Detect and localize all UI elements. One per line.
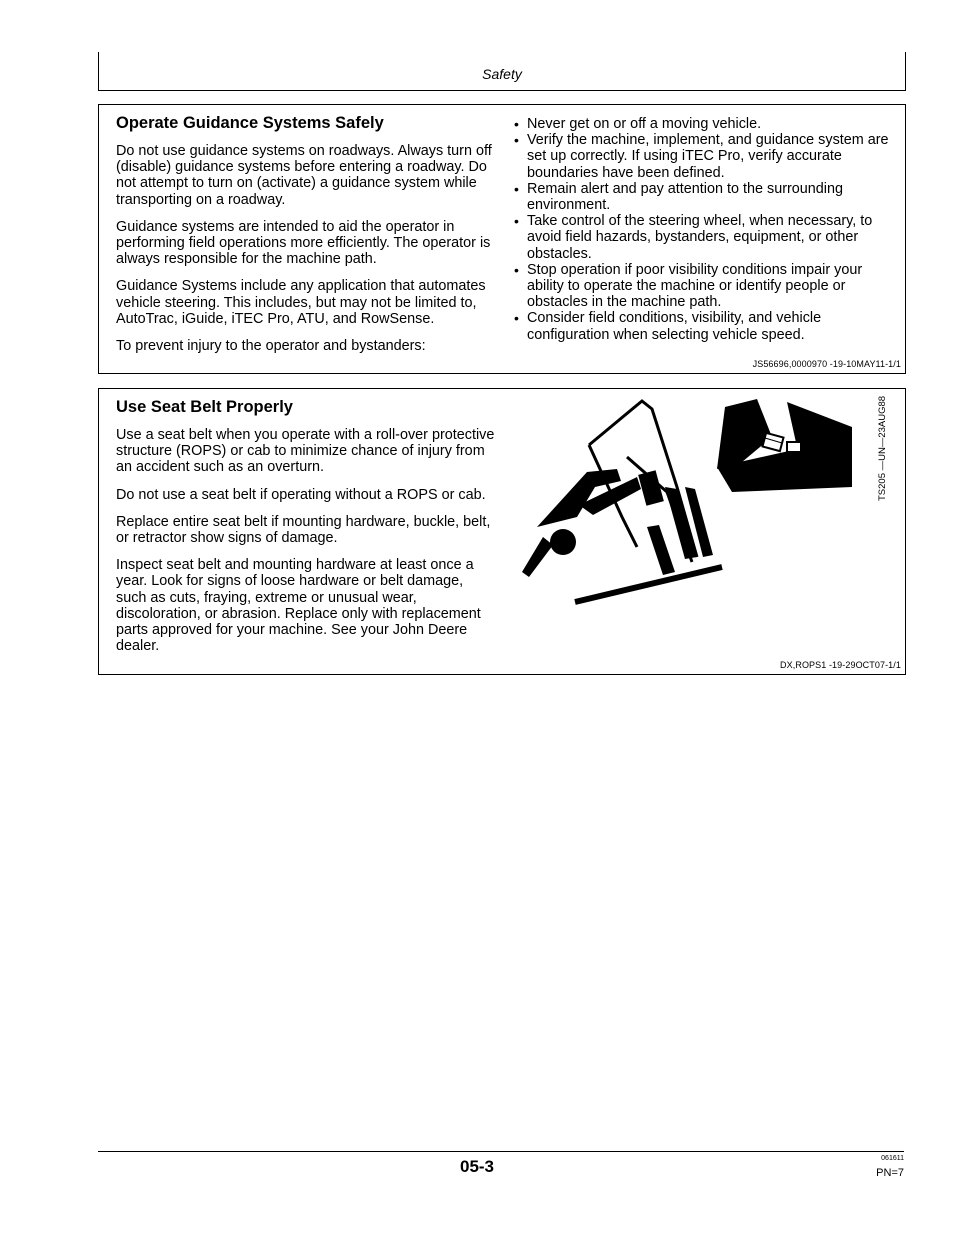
section2-reference-code: DX,ROPS1 -19-29OCT07-1/1 (780, 660, 901, 670)
section2-left-column (116, 398, 496, 665)
seat-belt-buckle-icon (717, 399, 852, 492)
bullet-item (513, 310, 893, 342)
section1-reference-code: JS56696,0000970 -19-10MAY11-1/1 (752, 359, 901, 369)
bullet-text: Remain alert and pay attention to the surrounding environment. (527, 180, 843, 214)
section2-paragraph: Use a seat belt when you operate with a roll-over protective structure (ROPS) or cab to minimize chance of injury from an accident such as an overturn. (116, 427, 495, 476)
section2-title: Use Seat Belt Properly (116, 398, 293, 416)
header-title: Safety (482, 66, 522, 82)
section1-paragraph: To prevent injury to the operator and bystanders: (116, 338, 426, 355)
section1-right-column (513, 116, 893, 343)
section-guidance-safety (98, 104, 906, 374)
section-seat-belt (98, 388, 906, 675)
footer-divider (98, 1151, 904, 1152)
operator-figure-icon (522, 469, 641, 577)
bullet-icon: • (514, 116, 519, 132)
bullet-icon: • (514, 180, 519, 197)
page-number: 05-3 (459, 1157, 495, 1176)
bullet-item (513, 132, 893, 181)
bullet-icon: • (514, 132, 519, 149)
section2-paragraph: Do not use a seat belt if operating without a ROPS or cab. (116, 486, 486, 503)
section2-paragraph: Inspect seat belt and mounting hardware at least once a year. Look for signs of loose hardware or belt damage, such as cuts, fraying, extreme or unusual wear, discoloration, or abrasion. Replace only with replacement parts approved for your machine. See your John Deere dealer. (116, 557, 481, 655)
section1-left-column (116, 114, 496, 365)
section1-paragraph: Guidance Systems include any application that automates vehicle steering. This includes, but may not be limited to, AutoTrac, iGuide, iTEC Pro, ATU, and RowSense. (116, 278, 486, 327)
section2-paragraph: Replace entire seat belt if mounting hardware, buckle, belt, or retractor show signs of damage. (116, 513, 491, 547)
bullet-text: Take control of the steering wheel, when necessary, to avoid field hazards, bystanders, equipment, or other obstacles. (527, 213, 873, 262)
bullet-icon: • (514, 310, 519, 327)
bullet-text: Stop operation if poor visibility conditions impair your ability to operate the machine or identify people or obstacles in the machine path. (527, 261, 863, 311)
page-header (98, 52, 906, 91)
safety-bullet-list (513, 116, 893, 343)
footer-pn: PN=7 (876, 1167, 904, 1179)
section1-paragraph: Guidance systems are intended to aid the operator in performing field operations more efficiently. The operator is always responsible for the machine path. (116, 218, 491, 268)
figure-code: TS205 —UN—23AUG88 (877, 395, 888, 501)
bullet-text: Consider field conditions, visibility, and vehicle configuration when selecting vehicle speed. (527, 310, 822, 343)
bullet-text: Verify the machine, implement, and guidance system are set up correctly. If using iTEC Pro, verify accurate boundaries have been defined. (527, 132, 889, 181)
section1-paragraph: Do not use guidance systems on roadways. Always turn off (disable) guidance systems before entering a roadway. Do not attempt to turn on (activate) a guidance system while transporting on a roadway. (116, 143, 492, 208)
bullet-item (513, 181, 893, 213)
ground-line-icon (575, 567, 722, 602)
bullet-item (513, 116, 893, 132)
bullet-text: Never get on or off a moving vehicle. (527, 116, 762, 132)
rops-seat-belt-illustration (517, 397, 857, 607)
bullet-icon: • (514, 213, 519, 230)
section1-title: Operate Guidance Systems Safely (116, 114, 384, 132)
bullet-icon: • (514, 261, 519, 278)
bullet-item (513, 213, 893, 262)
bullet-item (513, 262, 893, 311)
footer-code: 061611 (881, 1155, 904, 1162)
